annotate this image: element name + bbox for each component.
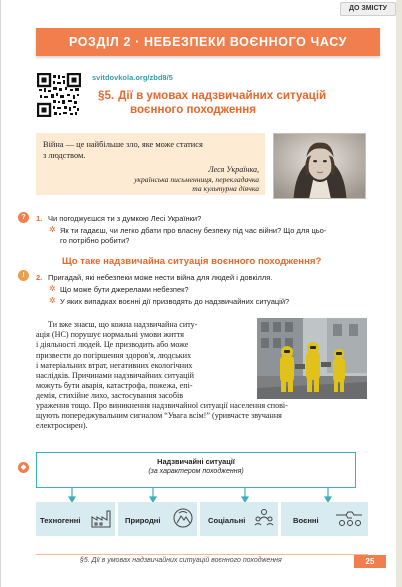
section-number: §5. bbox=[98, 89, 115, 102]
question-1-number: 1. bbox=[36, 214, 43, 223]
body-line: ація (НС) порушує нормальні умови життя bbox=[36, 330, 184, 340]
chapter-banner bbox=[36, 28, 380, 56]
category-natural bbox=[118, 502, 197, 536]
category-label: Техногенні bbox=[40, 516, 81, 525]
portrait-image bbox=[273, 133, 366, 199]
quote-attribution bbox=[79, 165, 259, 194]
bullet-star-icon: ✲ bbox=[49, 296, 56, 305]
body-line: можуть бути аварія, катастрофа, пожежа, епі- bbox=[36, 381, 193, 391]
rescue-workers-photo bbox=[257, 318, 367, 399]
quote-line1: Війна — це найбільше зло, яке може статися bbox=[43, 140, 203, 149]
body-line: Ти вже знаєш, що кожна надзвичайна ситу- bbox=[48, 320, 198, 329]
body-line: наслідків. Причинами надзвичайних ситуацій bbox=[36, 371, 195, 381]
section-title-line2: воєнного походження bbox=[130, 102, 257, 116]
page-edge-stripe bbox=[396, 0, 402, 587]
body-line: призвести до погіршення здоров'я, людських bbox=[36, 350, 192, 360]
question-1-sub bbox=[60, 226, 360, 245]
toc-link[interactable]: ДО ЗМІСТУ bbox=[340, 2, 396, 16]
diagram-icon: ◆ bbox=[18, 462, 29, 473]
diagram-subtitle: (за характером походження) bbox=[148, 468, 244, 475]
footer-section-title: §5. Дії в умовах надзвичайних ситуацій воєнного походження bbox=[80, 557, 282, 564]
category-social bbox=[200, 502, 278, 536]
question-2-sub2: У яких випадках воєнні дії призводять до надзвичайних ситуацій? bbox=[60, 297, 290, 306]
body-line: щують попереджувальним сигналом “Увага всім!” (уривчасте звучання bbox=[36, 411, 282, 421]
quote-author-desc2: та культурна діячка bbox=[192, 184, 259, 193]
subheading: Що таке надзвичайна ситуація воєнного походження? bbox=[62, 256, 322, 267]
quote-line2: з людством. bbox=[43, 151, 86, 160]
body-line: електросирен). bbox=[36, 421, 88, 431]
people-icon bbox=[253, 507, 275, 529]
category-label: Соціальні bbox=[208, 516, 246, 525]
category-technogenic bbox=[36, 502, 115, 536]
body-line: і матеріальних втрат, негативних екологічних bbox=[36, 360, 193, 370]
body-paragraph bbox=[36, 320, 251, 402]
diagram-header-box bbox=[36, 452, 356, 488]
question-icon: ? bbox=[18, 212, 29, 223]
quote-author-desc1: українська письменниця, перекладачка bbox=[134, 174, 259, 184]
quote-text bbox=[43, 139, 243, 161]
bullet-star-icon: ✲ bbox=[49, 284, 56, 293]
diagram-title: Надзвичайні ситуації bbox=[157, 457, 235, 466]
body-line: і діяльності людей. Це призводить або може bbox=[36, 340, 189, 350]
military-icon bbox=[334, 507, 364, 529]
chapter-title: РОЗДІЛ 2 · НЕБЕЗПЕКИ ВОЄННОГО ЧАСУ bbox=[68, 35, 348, 49]
idea-icon: ! bbox=[18, 270, 29, 281]
factory-icon bbox=[90, 507, 112, 529]
qr-code-icon[interactable] bbox=[37, 73, 81, 117]
section-title-line1: Дії в умовах надзвичайних ситуацій bbox=[118, 89, 327, 102]
question-2-sub1: Що може бути джерелами небезпек? bbox=[60, 285, 189, 294]
category-label: Воєнні bbox=[293, 516, 319, 525]
question-2-number: 2. bbox=[36, 273, 43, 282]
category-label: Природні bbox=[125, 516, 161, 525]
question-1-sub-line1: Як ти гадаєш, чи легко дбати про власну безпеку під час війни? Що для цьо- bbox=[60, 226, 327, 235]
category-military bbox=[281, 502, 368, 536]
bullet-star-icon: ✲ bbox=[49, 225, 56, 234]
section-title bbox=[98, 89, 358, 116]
page-number: 25 bbox=[354, 555, 386, 568]
body-line: демія, стихійне лихо, застосування засобів bbox=[36, 391, 184, 401]
nature-icon bbox=[172, 507, 194, 529]
body-paragraph-cont bbox=[36, 401, 368, 432]
body-line: ураження тощо. Про виникнення надзвичайної ситуації населення сповi- bbox=[36, 401, 288, 410]
question-1-sub-line2: го потрібно робити? bbox=[60, 235, 130, 245]
footer-divider bbox=[36, 554, 368, 555]
question-1-text: Чи погоджуєшся ти з думкою Лесі Українки? bbox=[48, 214, 202, 223]
quote-author: Леся Українка, bbox=[208, 165, 259, 174]
resource-link[interactable]: svitdovkola.org/zbd8/5 bbox=[92, 73, 173, 82]
question-2-text: Пригадай, які небезпеки може нести війна для людей і довкілля. bbox=[48, 273, 273, 282]
